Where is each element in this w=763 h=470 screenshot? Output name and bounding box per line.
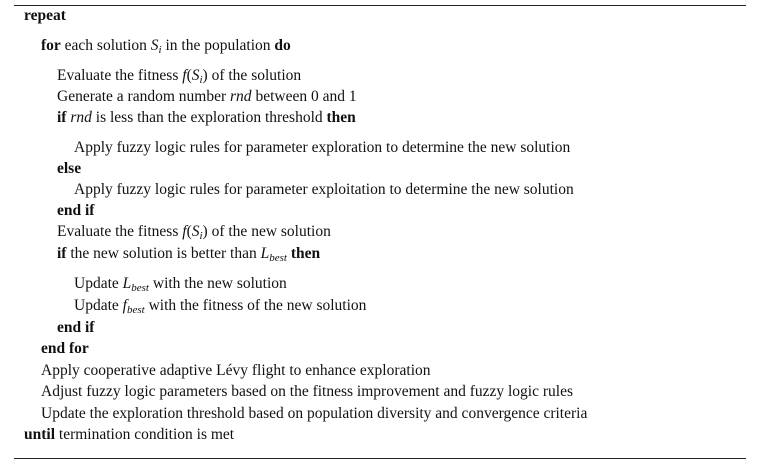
keyword-end-if: end if <box>57 202 95 219</box>
keyword-then: then <box>290 245 321 262</box>
keyword-if: if <box>57 109 67 126</box>
line-evaluate-new-fitness <box>57 223 331 241</box>
text: Update <box>74 275 123 292</box>
math-S: S <box>150 37 159 54</box>
math-subscript-i: i <box>199 230 203 242</box>
line-evaluate-fitness <box>57 67 301 85</box>
math-subscript-best: best <box>131 282 149 294</box>
line-end-if-2 <box>57 319 94 337</box>
line-adjust-fuzzy: Adjust fuzzy logic parameters based on the fitness improvement and fuzzy logic rules <box>41 383 574 400</box>
line-end-for <box>41 340 89 358</box>
math-paren-close: ) <box>202 67 208 84</box>
text: is less than the exploration threshold <box>91 109 327 126</box>
keyword-else: else <box>57 160 82 177</box>
text: Evaluate the fitness <box>57 223 183 240</box>
math-f: f <box>182 67 187 84</box>
keyword-do: do <box>274 37 291 54</box>
line-for-each <box>41 37 291 55</box>
line-update-threshold: Update the exploration threshold based on population diversity and convergence criteria <box>41 405 588 422</box>
text: of the solution <box>207 67 302 84</box>
text: termination condition is met <box>55 426 235 443</box>
line-if-rnd <box>57 109 356 127</box>
text: Update <box>74 297 123 314</box>
math-subscript-best: best <box>269 252 287 264</box>
text: with the fitness of the new solution <box>144 297 367 314</box>
math-f: f <box>182 223 187 240</box>
math-S: S <box>191 223 200 240</box>
math-f: f <box>122 297 127 314</box>
keyword-for: for <box>41 37 61 54</box>
line-end-if <box>57 202 94 220</box>
keyword-end-for: end for <box>41 340 89 357</box>
line-apply-levy: Apply cooperative adaptive Lévy flight to enhance exploration <box>41 362 431 379</box>
text: in the population <box>161 37 275 54</box>
math-paren-open: ( <box>186 223 192 240</box>
line-update-fbest <box>74 297 366 315</box>
math-subscript-best: best <box>126 304 145 316</box>
text: with the new solution <box>149 275 287 292</box>
bottom-rule <box>14 458 746 459</box>
line-apply-exploitation: Apply fuzzy logic rules for parameter exploitation to determine the new solution <box>74 181 574 198</box>
math-subscript-i: i <box>199 74 203 86</box>
keyword-until: until <box>24 426 56 443</box>
line-else <box>57 160 81 178</box>
line-if-better <box>57 245 320 263</box>
text: Evaluate the fitness <box>57 67 183 84</box>
text: Generate a random number <box>57 88 231 105</box>
line-generate-random <box>57 88 357 106</box>
text: each solution <box>60 37 151 54</box>
line-repeat <box>24 7 66 25</box>
keyword-if: if <box>57 245 67 262</box>
top-rule <box>14 5 746 6</box>
math-S: S <box>191 67 200 84</box>
math-rnd: rnd <box>230 88 252 105</box>
keyword-then: then <box>326 109 356 126</box>
keyword-end-if: end if <box>57 319 95 336</box>
math-paren-close: ) <box>202 223 208 240</box>
line-apply-exploration: Apply fuzzy logic rules for parameter exploration to determine the new solution <box>74 139 571 156</box>
text: the new solution is better than <box>66 245 261 262</box>
line-until <box>24 426 234 444</box>
math-L: L <box>260 245 270 262</box>
math-subscript-i: i <box>158 44 162 56</box>
text: of the new solution <box>207 223 331 240</box>
math-paren-open: ( <box>186 67 192 84</box>
math-L: L <box>122 275 132 292</box>
keyword-repeat: repeat <box>24 7 66 24</box>
math-rnd: rnd <box>70 109 92 126</box>
line-update-lbest <box>74 275 287 293</box>
text: between 0 and 1 <box>251 88 357 105</box>
